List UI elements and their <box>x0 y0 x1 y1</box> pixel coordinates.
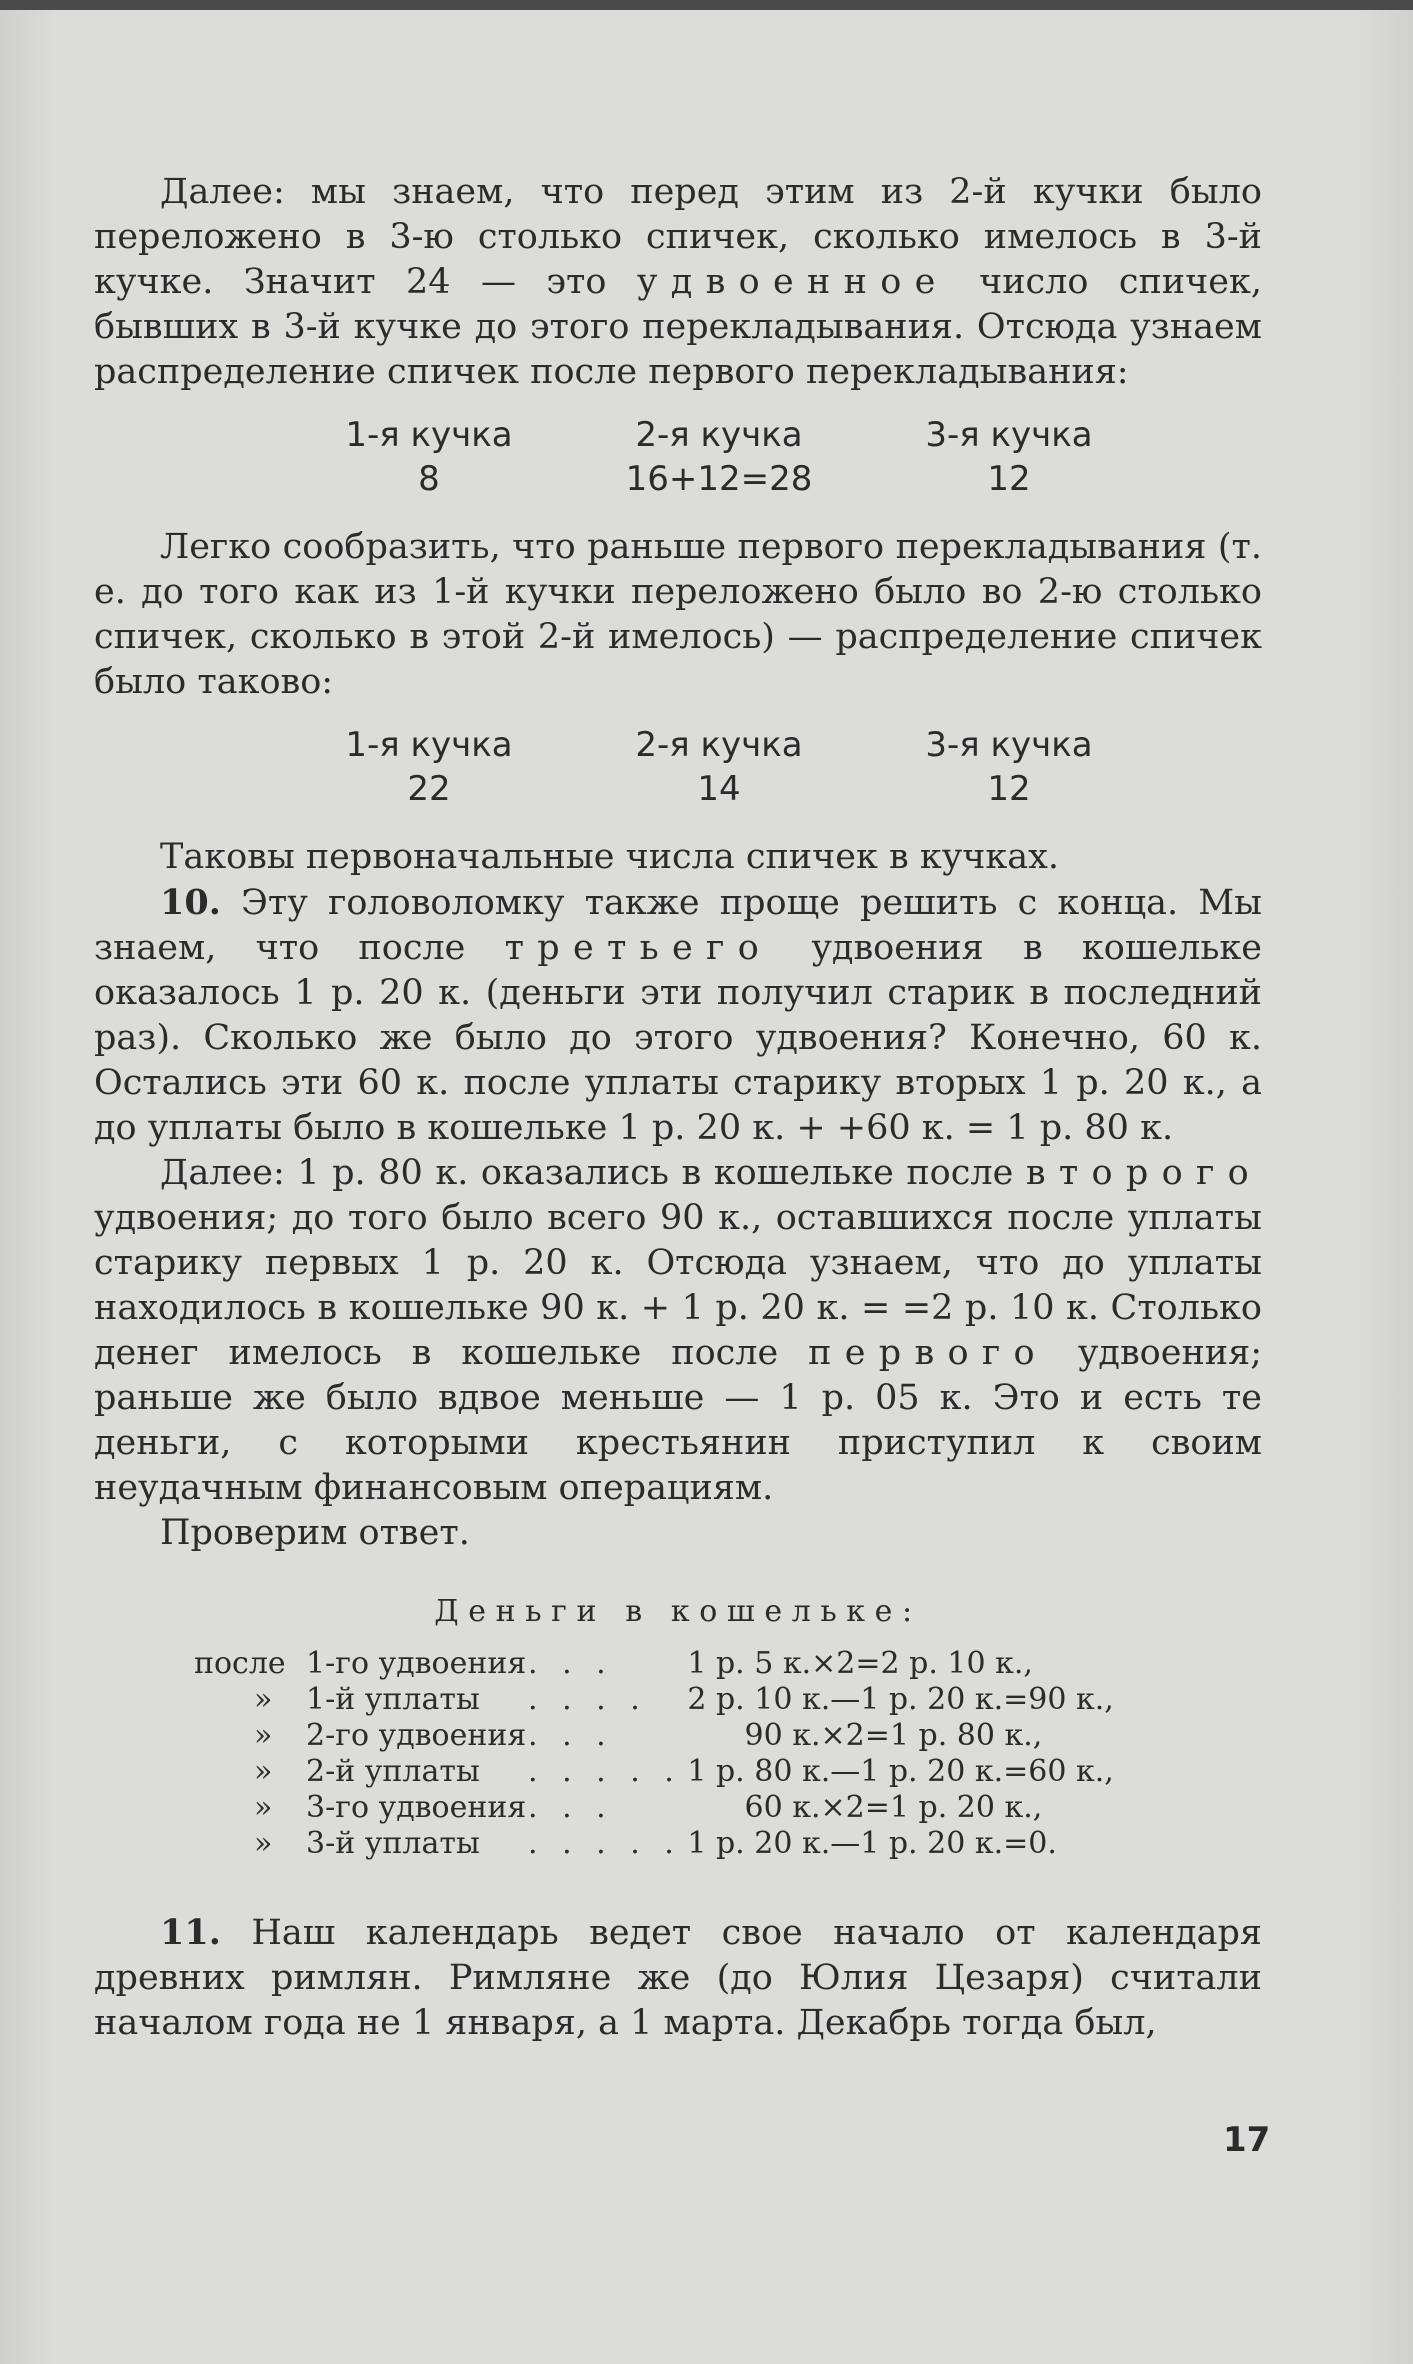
pile-header: 3-я кучка <box>925 415 1093 455</box>
problem-number: 11. <box>160 1912 221 1953</box>
paragraph-4: 10. Эту головоломку также проще решить с конца. Мы знаем, что после третьего удвоения в кошельке оказалось 1 р. 20 к. (деньги эти получил старик в последний раз). Сколько же было до этого удвоения? Конечно, 60 к. Остались эти 60 к. после уплаты старику вторых 1 р. 20 к., а до уплаты было в кошельке 1 р. 20 к. + +60 к. = 1 р. 80 к. <box>94 882 1262 1148</box>
paragraph-2: Легко сообразить, что раньше первого перекладывания (т. е. до того как из 1-й кучки переложено было во 2-ю столько спичек, сколько в этой 2-й имелось) — распределение спичек было таково: <box>94 527 1262 702</box>
piles-table-after-first <box>284 413 1154 501</box>
table-row: » 1-й уплаты . . . . 2 р. 10 к.—1 р. 20 к.=90 к., <box>254 1682 1114 1717</box>
paragraph-5: Далее: 1 р. 80 к. оказались в кошельке после второго удвоения; до того было всего 90 к., оставшихся после уплаты старику первых 1 р. 20 к. Отсюда узнаем, что до уплаты находилось в кошельке 90 к. + 1 р. 20 к. = =2 р. 10 к. Столько денег имелось в кошельке после первого удвоения; раньше же было вдвое меньше — 1 р. 05 к. Это и есть те деньги, с которыми крестьянин приступил к своим неудачным финансовым операциям. <box>94 1153 1262 1508</box>
piles-table-initial <box>284 723 1154 811</box>
pile-value: 14 <box>697 769 741 809</box>
table-row: » 2-го удвоения . . . 90 к.×2=1 р. 80 к., <box>254 1718 1043 1753</box>
scan-top-edge <box>0 0 1413 10</box>
spaced-word: удвоенное <box>636 262 949 302</box>
problem-number: 10. <box>160 882 221 923</box>
paragraph-6: Проверим ответ. <box>160 1513 470 1553</box>
pile-value: 22 <box>407 769 451 809</box>
pile-header: 1-я кучка <box>345 725 513 765</box>
pile-header: 2-я кучка <box>635 415 803 455</box>
pile-header: 1-я кучка <box>345 415 513 455</box>
pile-value: 8 <box>418 459 440 499</box>
pile-value: 12 <box>987 769 1031 809</box>
spacer <box>94 1862 1262 1910</box>
table-row: после 1-го удвоения . . . 1 р. 5 к.×2=2 р. 10 к., <box>194 1646 1033 1681</box>
table-row: » 3-й уплаты . . . . . 1 р. 20 к.—1 р. 20 к.=0. <box>254 1826 1057 1861</box>
spaced-word: второго <box>1025 1153 1262 1193</box>
spaced-word: третьего <box>504 928 773 968</box>
money-table-title: Деньги в кошельке: <box>434 1594 922 1629</box>
table-row: » 2-й уплаты . . . . . 1 р. 80 к.—1 р. 20 к.=60 к., <box>254 1754 1114 1789</box>
spaced-word: первого <box>808 1333 1048 1373</box>
paragraph-7: 11. Наш календарь ведет свое начало от календаря древних римлян. Римляне же (до Юлия Цезаря) считали началом года не 1 января, а 1 марта. Декабрь тогда был, <box>94 1912 1262 2043</box>
pile-header: 2-я кучка <box>635 725 803 765</box>
pile-value: 12 <box>987 459 1031 499</box>
paragraph-1: Далее: мы знаем, что перед этим из 2-й кучки было переложено в 3-ю столько спичек, сколько имелось в 3-й кучке. Значит 24 — это удвоенное число спичек, бывших в 3-й кучке до этого перекладывания. Отсюда узнаем распределение спичек после первого перекладывания: <box>94 172 1262 392</box>
pile-value: 16+12=28 <box>625 459 813 499</box>
page-number: 17 <box>1223 2120 1271 2160</box>
pile-header: 3-я кучка <box>925 725 1093 765</box>
page-body <box>94 170 1262 2046</box>
table-row: » 3-го удвоения . . . 60 к.×2=1 р. 20 к., <box>254 1790 1043 1825</box>
money-table <box>194 1646 1114 1862</box>
paragraph-3: Таковы первоначальные числа спичек в кучках. <box>160 837 1060 877</box>
